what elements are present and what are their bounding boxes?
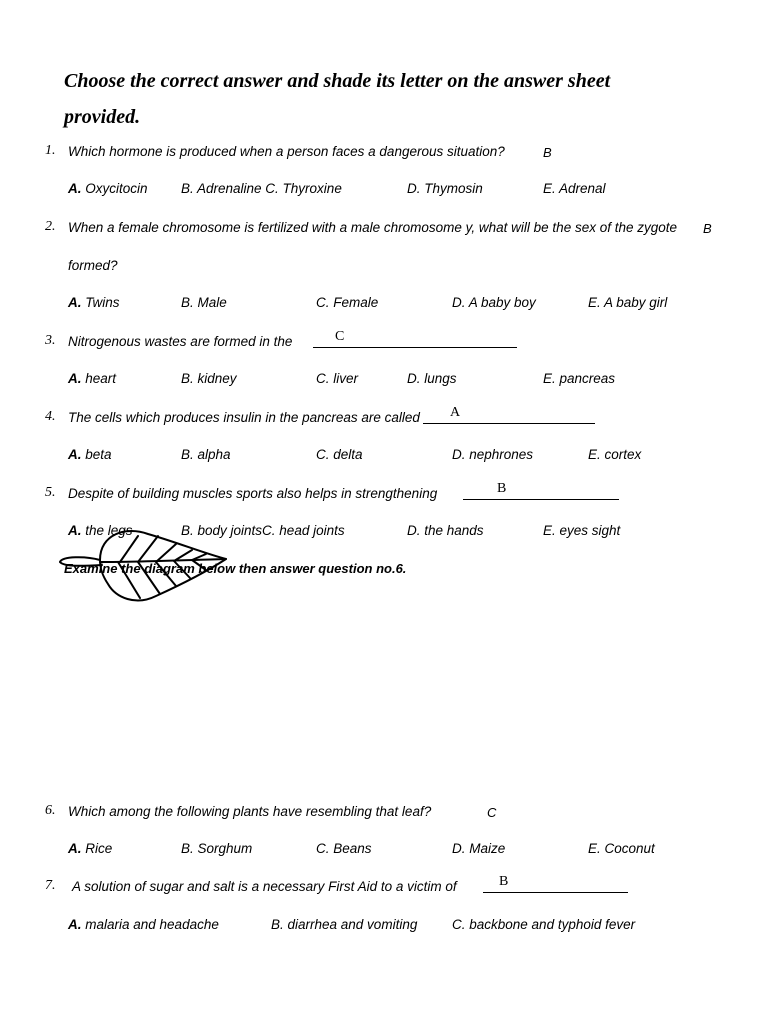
option-c: C. backbone and typhoid fever [452,917,636,932]
answer-mark: B [703,221,712,236]
option-d: D. A baby boy [452,295,536,310]
option-d: D. nephrones [452,447,534,462]
option-e: E. cortex [588,447,642,462]
option-b: B. diarrhea and vomiting [271,917,418,932]
question-text: Which among the following plants have resembling that leaf? [68,804,432,819]
option-c: C. Female [316,295,379,310]
answer-mark: A [450,405,461,420]
answer-mark: B [543,145,552,160]
option-d: D. Thymosin [407,181,483,196]
option-e: E. eyes sight [543,523,621,538]
question-number: 6. [45,803,56,818]
question-text: Which hormone is produced when a person faces a dangerous situation? [68,144,505,159]
diagram-instruction: Examine the diagram below then answer question no.6. [64,561,407,576]
option-b: B. kidney [181,371,237,386]
question-text: The cells which produces insulin in the pancreas are called [68,410,420,425]
answer-blank [423,405,595,424]
answer-mark: B [497,481,507,496]
question-text: Nitrogenous wastes are formed in the [68,334,293,349]
option-e: E. Coconut [588,841,655,856]
question-text: Despite of building muscles sports also helps in strengthening [68,486,438,501]
option-b-c: B. body jointsC. head joints [181,523,345,538]
question-text: A solution of sugar and salt is a necessary First Aid to a victim of [72,879,457,894]
question-number: 3. [45,333,56,348]
answer-blank [313,329,517,348]
question-text-continued: formed? [68,258,118,273]
answer-blank [463,481,619,500]
option-a: A. Rice [68,841,113,856]
option-b: B. alpha [181,447,231,462]
option-b-c: B. Adrenaline C. Thyroxine [181,181,342,196]
question-number: 4. [45,409,56,424]
question-number: 2. [45,219,56,234]
answer-blank [483,874,628,893]
question-text: When a female chromosome is fertilized with a male chromosome y, what will be the sex of the zygote [68,220,678,235]
option-c: C. Beans [316,841,372,856]
option-e: E. Adrenal [543,181,606,196]
question-number: 5. [45,485,56,500]
option-d: D. Maize [452,841,506,856]
option-a: A. Twins [68,295,120,310]
option-d: D. the hands [407,523,484,538]
option-e: E. A baby girl [588,295,668,310]
answer-mark: B [499,874,509,889]
question-number: 7. [45,878,56,893]
question-number: 1. [45,143,56,158]
answer-mark: C [487,805,497,820]
option-e: E. pancreas [543,371,616,386]
answer-mark: C [335,329,345,344]
option-a: A. malaria and headache [68,917,219,932]
option-b: B. Sorghum [181,841,253,856]
option-a: A. the legs [68,523,133,538]
instruction-line-1: Choose the correct answer and shade its letter on the answer sheet [64,70,611,92]
option-b: B. Male [181,295,227,310]
option-a: A. Oxycitocin [68,181,148,196]
option-c: C. delta [316,447,363,462]
option-a: A. beta [68,447,112,462]
instruction-line-2: provided. [64,106,141,128]
option-a: A. heart [68,371,117,386]
option-c: C. liver [316,371,359,386]
option-d: D. lungs [407,371,457,386]
